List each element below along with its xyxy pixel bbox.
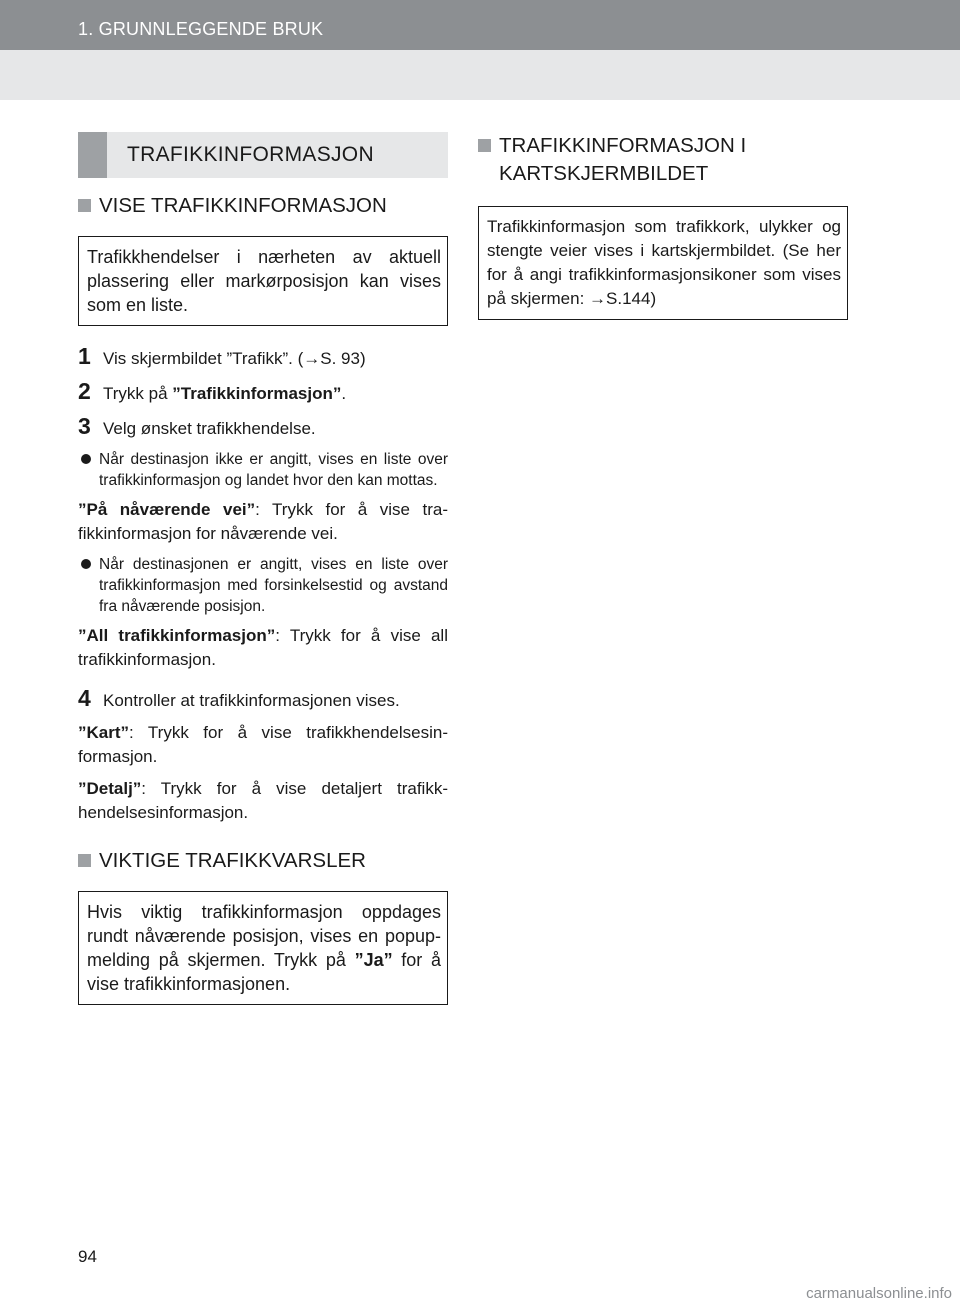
watermark: carmanualsonline.info xyxy=(806,1285,952,1302)
step-number: 1 xyxy=(78,343,91,369)
paragraph-paa-navaerende-vei xyxy=(78,498,448,546)
paragraph-detalj xyxy=(78,777,448,825)
paragraph-all-trafikkinformasjon xyxy=(78,624,448,672)
step-text: Velg ønsket trafikkhendelse. xyxy=(103,419,316,438)
section-title-text: TRAFIKKINFORMASJON xyxy=(127,143,374,166)
section-tab-marker xyxy=(78,132,107,178)
para-text: : Trykk for å vise trafikkinformasjon for nåværende vei. xyxy=(78,500,449,543)
box-text-pre: Hvis viktig trafikkinformasjon oppdages rundt nåværende posisjon, vises en popup-melding på skjermen. Trykk på xyxy=(87,902,441,970)
para-bold: ”Detalj” xyxy=(78,779,142,798)
bullet-item xyxy=(78,449,448,491)
para-bold: ”All trafikkinformasjon” xyxy=(78,626,276,645)
para-text: : Trykk for å vise detaljert trafikkhendelsesinformasjon. xyxy=(78,779,448,822)
chapter-title: 1. GRUNNLEGGENDE BRUK xyxy=(78,19,324,39)
para-bold: ”Kart” xyxy=(78,723,130,742)
square-bullet-icon xyxy=(478,139,491,152)
subheading-text: VIKTIGE TRAFIKKVARSLER xyxy=(99,849,366,872)
box-text-post: for å vise trafikkinformasjonen. xyxy=(87,950,441,994)
info-box: Trafikkinformasjon som trafikkork, ulykker og stengte veier vises i kartskjermbildet. (Se her for å angi trafikkinformasjonsikoner som vises på skjermen: →S.144) xyxy=(478,206,848,320)
bullet-text: Når destinasjon ikke er angitt, vises en liste over trafikkinformasjon og landet hvor den kan mottas. xyxy=(99,451,448,489)
step-2 xyxy=(78,379,448,406)
chapter-header-bar xyxy=(0,0,960,50)
step-number: 4 xyxy=(78,685,91,711)
para-text: : Trykk for å vise trafikkhendelsesinformasjon. xyxy=(78,723,448,766)
step-text: Vis skjermbildet ”Trafikk”. (→S. 93) xyxy=(103,349,366,368)
bullet-dot-icon xyxy=(81,454,91,464)
step-1 xyxy=(78,344,448,371)
info-box: Trafikkhendelser i nærheten av aktuell plassering eller markørposisjon kan vises som en liste. xyxy=(78,236,448,326)
bullet-item xyxy=(78,554,448,617)
section-title xyxy=(78,132,448,178)
subheading-text: VISE TRAFIKKINFORMASJON xyxy=(99,194,387,217)
para-bold: ”På nåværende vei” xyxy=(78,500,256,519)
bullet-text: Når destinasjonen er angitt, vises en liste over trafikkinformasjon med forsinkelsestid og avstand fra nåværende posisjon. xyxy=(99,556,448,615)
step-text-post: . xyxy=(341,384,347,403)
step-text xyxy=(103,382,346,406)
step-text-bold: ”Trafikkinformasjon” xyxy=(172,384,342,403)
header-sub-band xyxy=(0,50,960,100)
step-3 xyxy=(78,414,448,441)
info-box xyxy=(78,891,448,1005)
para-text: : Trykk for å vise all trafikkinformasjon. xyxy=(78,626,448,669)
step-number: 2 xyxy=(78,378,91,404)
step-text-pre: Trykk på xyxy=(103,384,173,403)
paragraph-kart xyxy=(78,721,448,769)
box-text-bold: ”Ja” xyxy=(354,950,393,970)
step-number: 3 xyxy=(78,413,91,439)
right-column xyxy=(478,132,848,338)
subheading-text: TRAFIKKINFORMASJON I KARTSKJERMBILDET xyxy=(499,134,747,185)
subheading-viktige-trafikkvarsler xyxy=(78,847,448,875)
page-number: 94 xyxy=(78,1247,97,1266)
square-bullet-icon xyxy=(78,199,91,212)
left-column xyxy=(78,132,448,1023)
square-bullet-icon xyxy=(78,854,91,867)
bullet-dot-icon xyxy=(81,559,91,569)
step-4 xyxy=(78,686,448,713)
step-text: Kontroller at trafikkinformasjonen vises. xyxy=(103,691,400,710)
subheading-kartskjermbildet xyxy=(478,132,848,188)
subheading-vise-trafikkinformasjon xyxy=(78,192,448,220)
